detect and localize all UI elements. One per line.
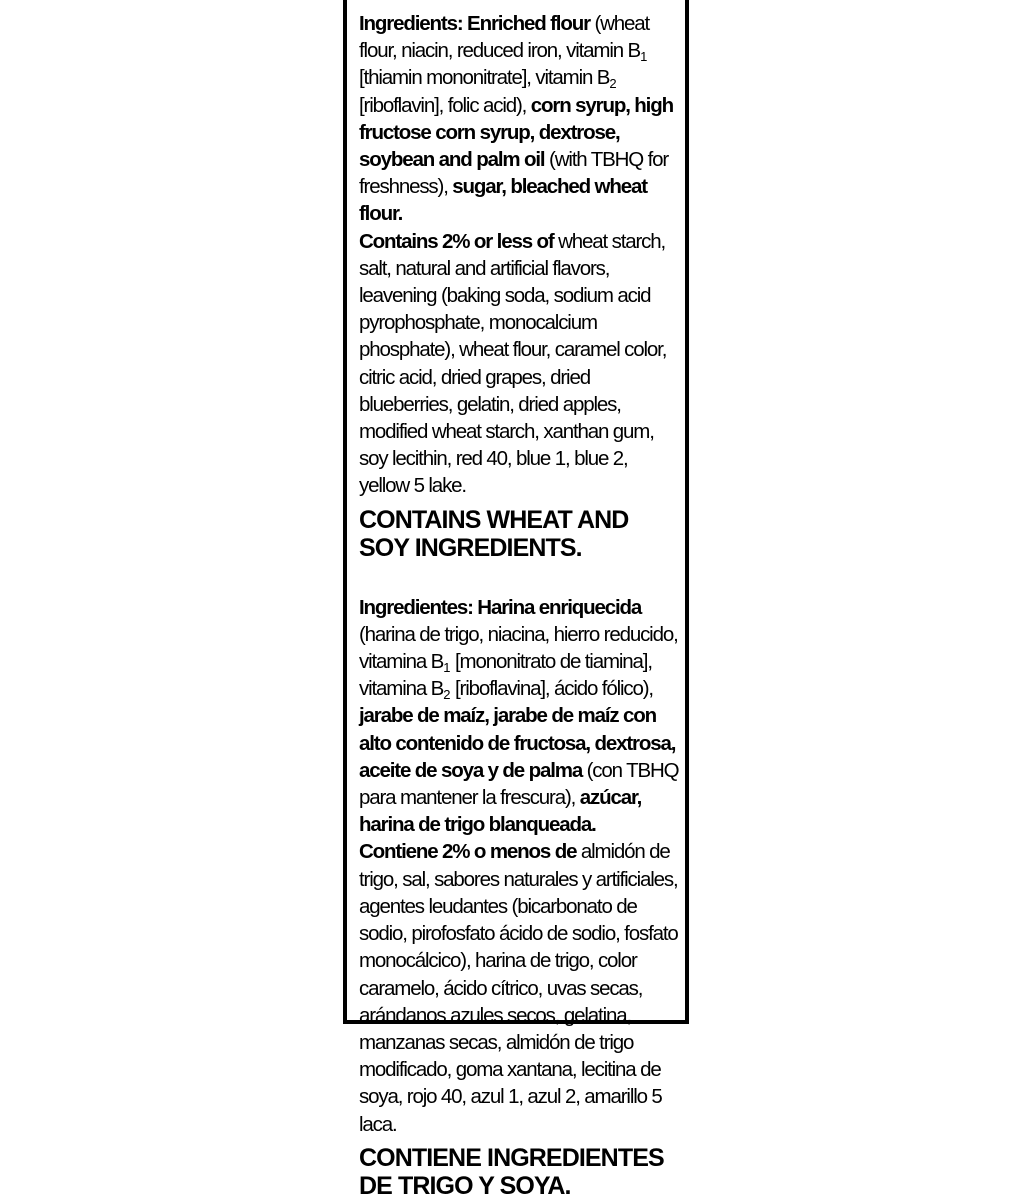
section-spacer — [359, 562, 681, 594]
text-run: [mononitrato de tiamina], vitamina B — [359, 650, 652, 701]
subscript: 1 — [443, 660, 451, 676]
bold-run: sugar, bleached wheat flour. — [359, 175, 647, 226]
text-run: [riboflavina], ácido fólico), — [450, 677, 653, 701]
spanish-allergen-statement: CONTIENE INGREDIENTES DE TRIGO Y SOYA. — [359, 1143, 664, 1200]
english-contains-less-than — [359, 228, 681, 500]
bold-run: Ingredients: Enriched flour — [359, 12, 590, 35]
spanish-ingredients — [359, 594, 681, 839]
english-allergen-statement: CONTAINS WHEAT AND SOY INGREDIENTS. — [359, 505, 629, 562]
bold-run: jarabe de maíz, jarabe de maíz con alto contenido de fructosa, dextrosa, aceite de soya y de palma — [359, 704, 676, 782]
text-run: (con TBHQ para mantener la frescura), — [359, 758, 679, 810]
english-ingredients — [359, 10, 681, 228]
text-run: (harina de trigo, niacina, hierro reducido, vitamina B — [359, 622, 678, 674]
bold-run: corn syrup, high fructose corn syrup, dextrose, soybean and palm oil — [359, 93, 673, 172]
text-run: (with TBHQ for freshness), — [359, 148, 669, 199]
text-run: wheat starch, salt, natural and artificial flavors, leavening (baking soda, sodium acid pyrophosphate, monocalcium phosphate), wheat flour, caramel color, citric acid, dried grapes, dried blueberries, gelatin, dried apples, modified wheat starch, xanthan gum, soy lecithin, red 40, blue 1, blue 2, yellow 5 lake. — [359, 229, 667, 498]
ingredients-content — [359, 10, 681, 1200]
text-run: (wheat flour, niacin, reduced iron, vitamin B — [359, 12, 650, 63]
bold-run: Contains 2% or less of — [359, 229, 554, 253]
subscript: 1 — [640, 49, 648, 65]
text-run: almidón de trigo, sal, sabores naturales y artificiales, agentes leudantes (bicarbonato de sodio, pirofosfato ácido de sodio, fosfato monocálcico), harina de trigo, color caramelo, ácido cítrico, uvas secas, arándanos azules secos, gelatina, manzanas secas, almidón de trigo modificado, goma xantana, lecitina de soya, rojo 40, azul 1, azul 2, amarillo 5 laca. — [359, 840, 678, 1136]
bold-run: Contiene 2% o menos de — [359, 840, 577, 864]
subscript: 2 — [443, 687, 451, 703]
ingredients-panel — [343, 0, 689, 1200]
spanish-contains-less-than — [359, 838, 681, 1137]
bold-run: azúcar, harina de trigo blanqueada. — [359, 786, 642, 837]
subscript: 2 — [609, 76, 617, 92]
text-run: [riboflavin], folic acid), — [359, 93, 531, 117]
bold-run: Ingredientes: Harina enriquecida — [359, 595, 642, 619]
text-run: [thiamin mononitrate], vitamin B — [359, 66, 610, 90]
